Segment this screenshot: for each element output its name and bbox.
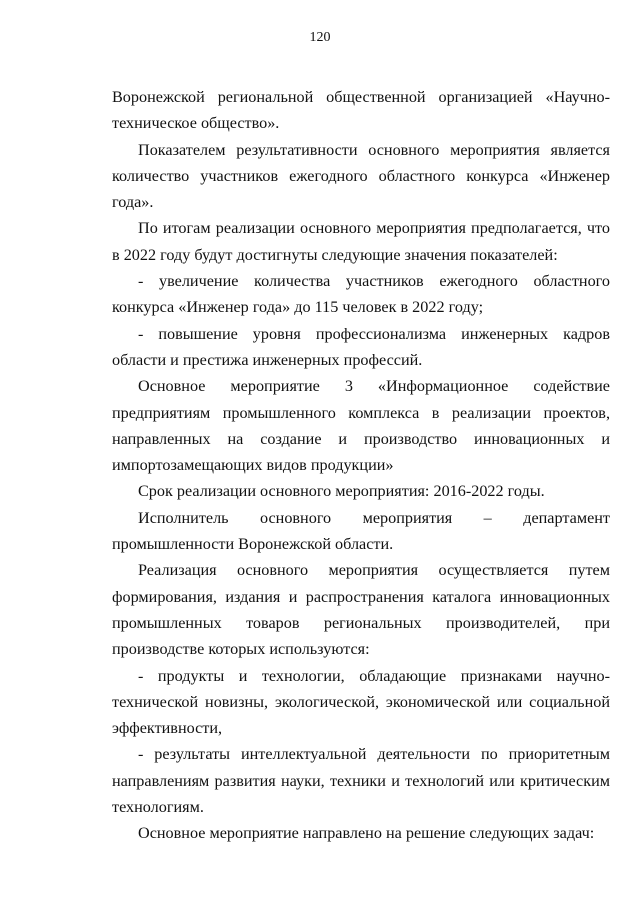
section-heading: Основное мероприятие 3 «Информационное содействие предприятиям промышленного комплекса в реализации проектов, направленных на создание и производство инновационных и импортозамещающих видов продукции»	[112, 377, 610, 475]
paragraph-continuation: Воронежской региональной общественной организацией «Научно-техническое общество».	[112, 88, 610, 133]
paragraph: По итогам реализации основного мероприятия предполагается, что в 2022 году будут достигнуты следующие значения показателей:	[112, 219, 610, 264]
list-item: - повышение уровня профессионализма инженерных кадров области и престижа инженерных профессий.	[112, 324, 610, 369]
paragraph: Исполнитель основного мероприятия – департамент промышленности Воронежской области.	[112, 508, 610, 554]
list-item: - увеличение количества участников ежегодного областного конкурса «Инженер года» до 115 человек в 2022 году;	[112, 272, 610, 317]
page-number: 120	[309, 30, 331, 45]
paragraph: Реализация основного мероприятия осуществляется путем формирования, издания и распространения каталога инновационных промышленных товаров региональных производителей, при производстве которых используются:	[112, 561, 610, 659]
document-body	[112, 84, 610, 847]
paragraph: Срок реализации основного мероприятия: 2016-2022 годы.	[138, 482, 545, 501]
paragraph: Показателем результативности основного мероприятия является количество участников ежегодного областного конкурса «Инженер года».	[112, 140, 610, 212]
list-item: - продукты и технологии, обладающие признаками научно-технической новизны, экологической, экономической или социальной эффективности,	[112, 666, 610, 738]
paragraph: Основное мероприятие направлено на решение следующих задач:	[138, 824, 595, 843]
list-item: - результаты интеллектуальной деятельности по приоритетным направлениям развития науки, техники и технологий или критическим технологиям.	[112, 745, 610, 817]
